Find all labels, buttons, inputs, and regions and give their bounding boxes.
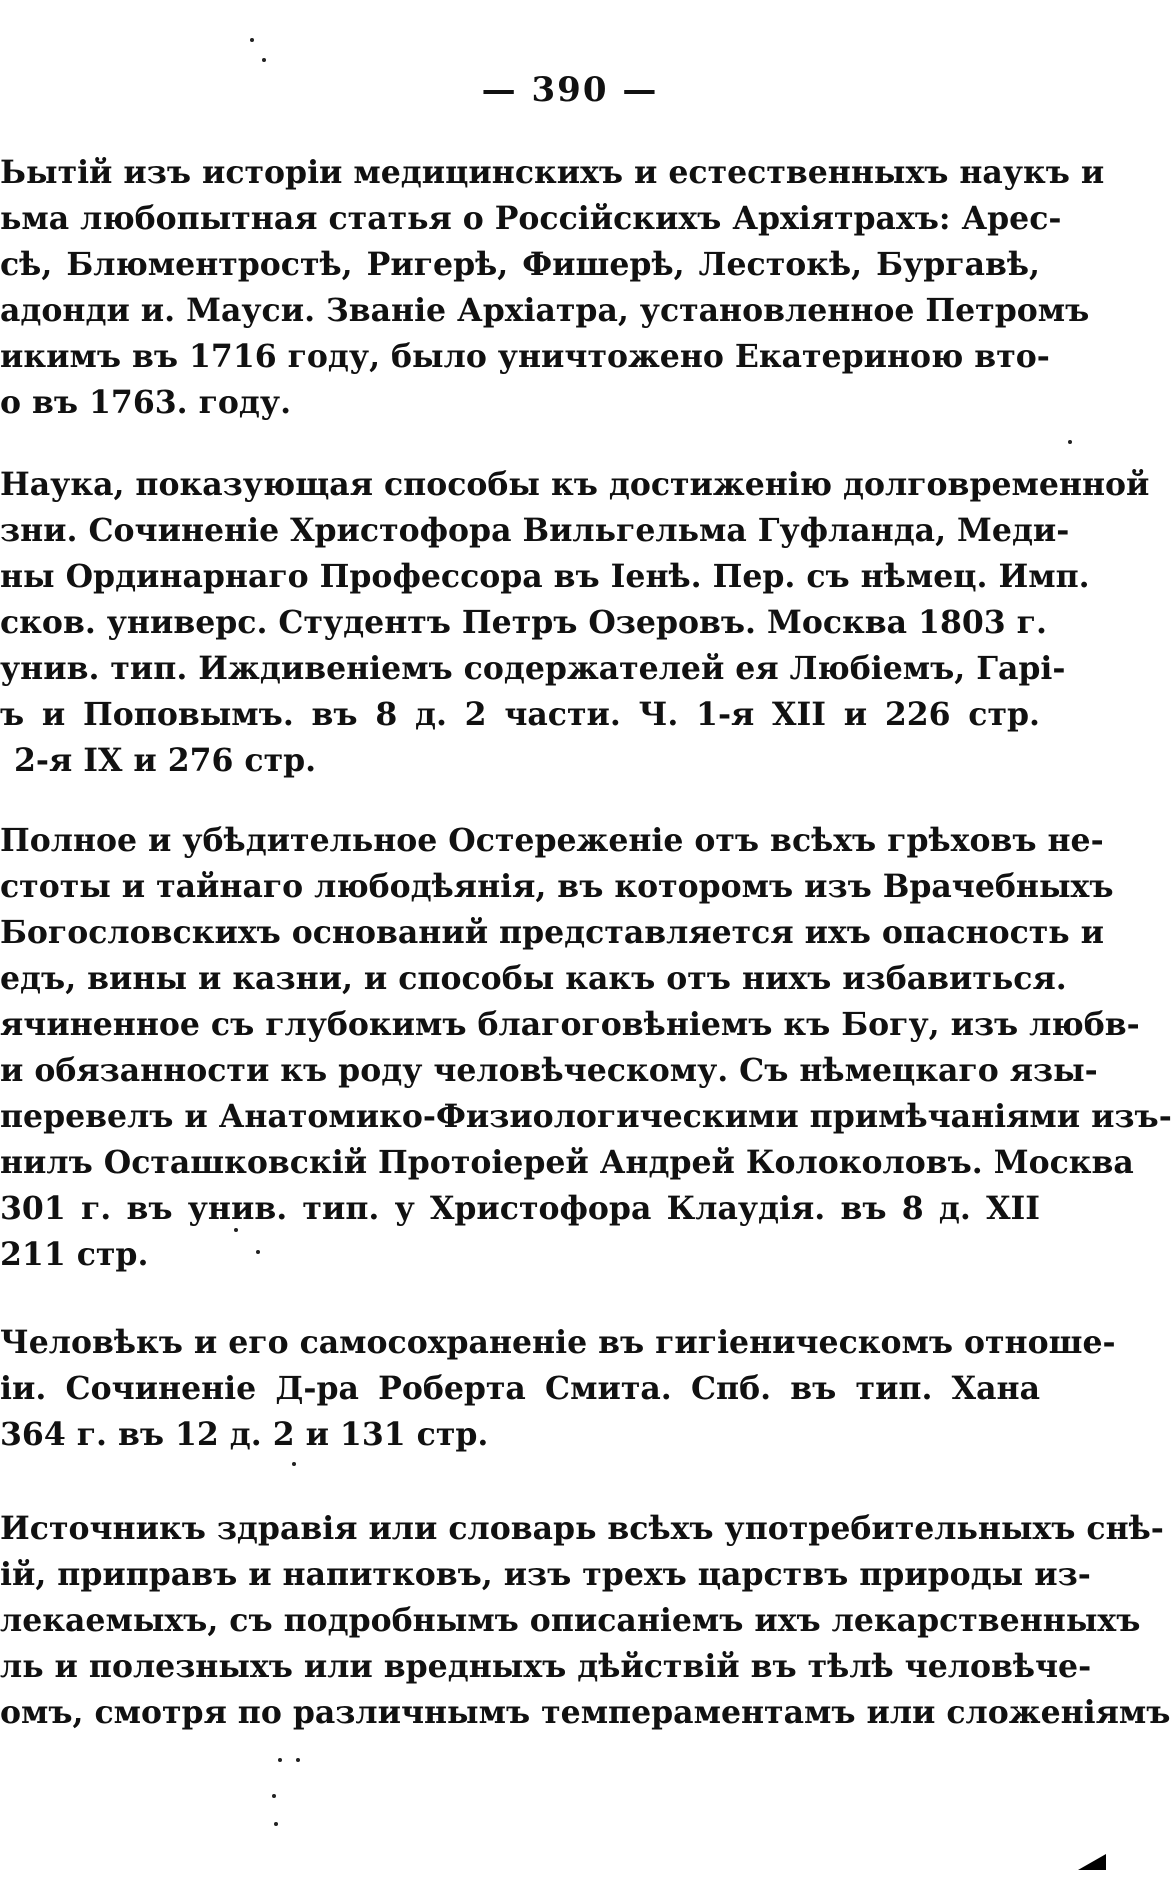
print-speck [296,1758,300,1762]
print-speck [292,1462,296,1466]
text-line: адонди и. Мауси. Званіе Архіатра, установленное Петромъ [0,292,1090,329]
print-speck [234,1228,238,1232]
text-line: икимъ въ 1716 году, было уничтожено Екатериною вто- [0,338,1050,375]
corner-ink-mark [1078,1854,1106,1870]
text-line: лекаемыхъ, съ подробнымъ описаніемъ ихъ лекарственныхъ [0,1602,1141,1639]
text-line: іи. Сочиненіе Д-ра Роберта Смита. Спб. въ тип. Хана [0,1370,1040,1407]
print-speck [272,1794,276,1798]
text-line: ій, приправъ и напитковъ, изъ трехъ царствъ природы из- [0,1556,1091,1593]
text-line: Человѣкъ и его самосохраненіе въ гигіеническомъ отноше- [0,1324,1116,1361]
text-line: Источникъ здравія или словарь всѣхъ употребительныхъ снѣ- [0,1510,1164,1547]
text-line: 2-я IX и 276 стр. [14,742,317,779]
text-line: омъ, смотря по различнымъ темпераментамъ или сложеніямъ [0,1694,1171,1731]
text-line: ьма любопытная статья о Россійскихъ Архіятрахъ: Арес- [0,200,1062,237]
text-line: ль и полезныхъ или вредныхъ дѣйствій въ тѣлѣ человѣче- [0,1648,1092,1685]
text-line: Ьытій изъ исторіи медицинскихъ и естественныхъ наукъ и [0,154,1105,191]
print-speck [278,1758,282,1762]
text-line: Наука, показующая способы къ достиженію долговременной [0,466,1150,503]
entry-archiatry-article [0,150,1105,426]
text-line: ны Ординарнаго Профессора въ Іенѣ. Пер. съ нѣмец. Имп. [0,558,1090,595]
entry-human-self-preservation [0,1320,1116,1458]
text-line: 301 г. въ унив. тип. у Христофора Клаудія. въ 8 д. XII [0,1190,1040,1227]
text-line: едъ, вины и казни, и способы какъ отъ нихъ избавиться. [0,960,1067,997]
text-line: Полное и убѣдительное Остереженіе отъ всѣхъ грѣховъ не- [0,822,1104,859]
text-line: стоты и тайнаго любодѣянія, въ которомъ изъ Врачебныхъ [0,868,1114,905]
print-speck [274,1822,278,1826]
text-line: и обязанности къ роду человѣческому. Съ нѣмецкаго язы- [0,1052,1098,1089]
entry-source-of-health [0,1506,1171,1736]
print-speck [250,38,254,42]
text-line: Богословскихъ оснований представляется ихъ опасность и [0,914,1105,951]
text-line: ъ и Поповымъ. въ 8 д. 2 части. Ч. 1-я XII и 226 стр. [0,696,1040,733]
entry-hufeland-macrobiotics [0,462,1150,784]
text-line: 364 г. въ 12 д. 2 и 131 стр. [0,1416,489,1453]
print-speck [1068,440,1072,444]
text-line: зни. Сочиненіе Христофора Вильгельма Гуфланда, Меди- [0,512,1070,549]
page-number: — 390 — [481,70,659,110]
text-line: о въ 1763. году. [0,384,292,421]
text-line: сѣ, Блюментростѣ, Ригерѣ, Фишерѣ, Лестокѣ, Бургавѣ, [0,246,1040,283]
text-line: ячиненное съ глубокимъ благоговѣніемъ къ Богу, изъ любв- [0,1006,1140,1043]
text-line: перевелъ и Анатомико-Физиологическими примѣчаніями изъ- [0,1098,1172,1135]
print-speck [256,1250,260,1254]
entry-warning-against-sins [0,818,1172,1278]
text-line: 211 стр. [0,1236,149,1273]
text-line: унив. тип. Иждивеніемъ содержателей ея Любіемъ, Гарі- [0,650,1066,687]
print-speck [262,58,266,62]
text-line: сков. универс. Студентъ Петръ Озеровъ. Москва 1803 г. [0,604,1047,641]
text-line: нилъ Осташковскій Протоіерей Андрей Колоколовъ. Москва [0,1144,1134,1181]
